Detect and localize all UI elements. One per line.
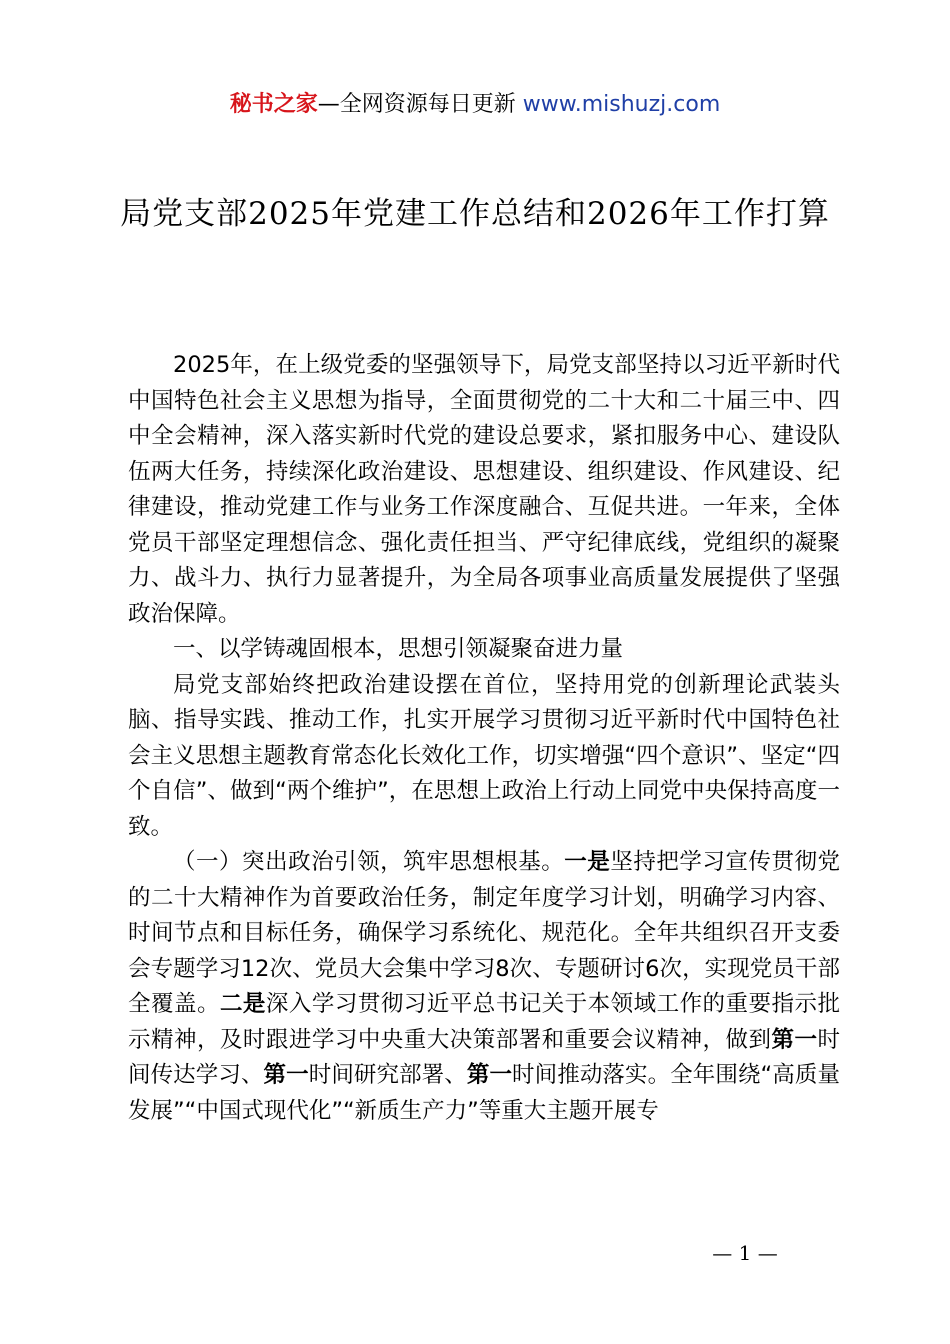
section-heading: 一、以学铸魂固根本，思想引领凝聚奋进力量: [173, 636, 624, 662]
bold-marker: 第一: [771, 1026, 818, 1053]
bold-marker: 第一: [466, 1062, 513, 1088]
site-link[interactable]: www.mishuzj.com: [522, 92, 721, 117]
intro-paragraph: 2025年，在上级党委的坚强领导下，局党支部坚持以习近平新时代中国特色社会主义思想为指导，全面贯彻党的二十大和二十届三中、四中全会精神，深入落实新时代党的建设总要求，紧扣服务中心、建设队伍两大任务，持续深化政治建设、思想建设、组织建设、作风建设、纪律建设，推动党建工作与业务工作深度融合、互促共进。一年来，全体党员干部坚定理想信念、强化责任担当、严守纪律底线，党组织的凝聚力、战斗力、执行力显著提升，为全局各项事业高质量发展提供了坚强政治保障。: [128, 352, 840, 627]
brand-name: 秘书之家: [229, 92, 318, 117]
header-tagline: —全网资源每日更新: [317, 92, 523, 117]
text-run: 时间推动落实。全年围绕“高质量发展”“中国式现代化”“新质生产力”等重大主题开展专: [128, 1062, 840, 1124]
subsection-lead: （一）突出政治引领，筑牢思想根基。: [173, 849, 565, 875]
page-number: — 1 —: [712, 1241, 778, 1265]
text-run: 时间传达学习、: [128, 1026, 840, 1088]
bold-marker: 一是: [564, 849, 611, 875]
text-run: 深入学习贯彻习近平总书记关于本领域工作的重要指示批示精神，及时跟进学习中央重大决策部署和重要会议精神，做到: [128, 991, 840, 1053]
section-paragraph: 局党支部始终把政治建设摆在首位，坚持用党的创新理论武装头脑、指导实践、推动工作，扎实开展学习贯彻习近平新时代中国特色社会主义思想主题教育常态化长效化工作，切实增强“四个意识”、坚定“四个自信”、做到“两个维护”，在思想上政治上行动上同党中央保持高度一致。: [128, 671, 840, 840]
bold-marker: 二是: [219, 991, 266, 1017]
document-body: [128, 348, 840, 1129]
subsection-paragraph: [128, 845, 840, 1129]
site-header: [0, 88, 950, 122]
document-title: 局党支部2025年党建工作总结和2026年工作打算: [120, 196, 830, 232]
bold-marker: 第一: [263, 1062, 309, 1088]
text-run: 坚持把学习宣传贯彻党的二十大精神作为首要政治任务，制定年度学习计划，明确学习内容、时间节点和目标任务，确保学习系统化、规范化。全年共组织召开支委会专题学习12次、党员大会集中学习8次、专题研讨6次，实现党员干部全覆盖。: [128, 849, 840, 1017]
text-run: 时间研究部署、: [308, 1062, 467, 1088]
